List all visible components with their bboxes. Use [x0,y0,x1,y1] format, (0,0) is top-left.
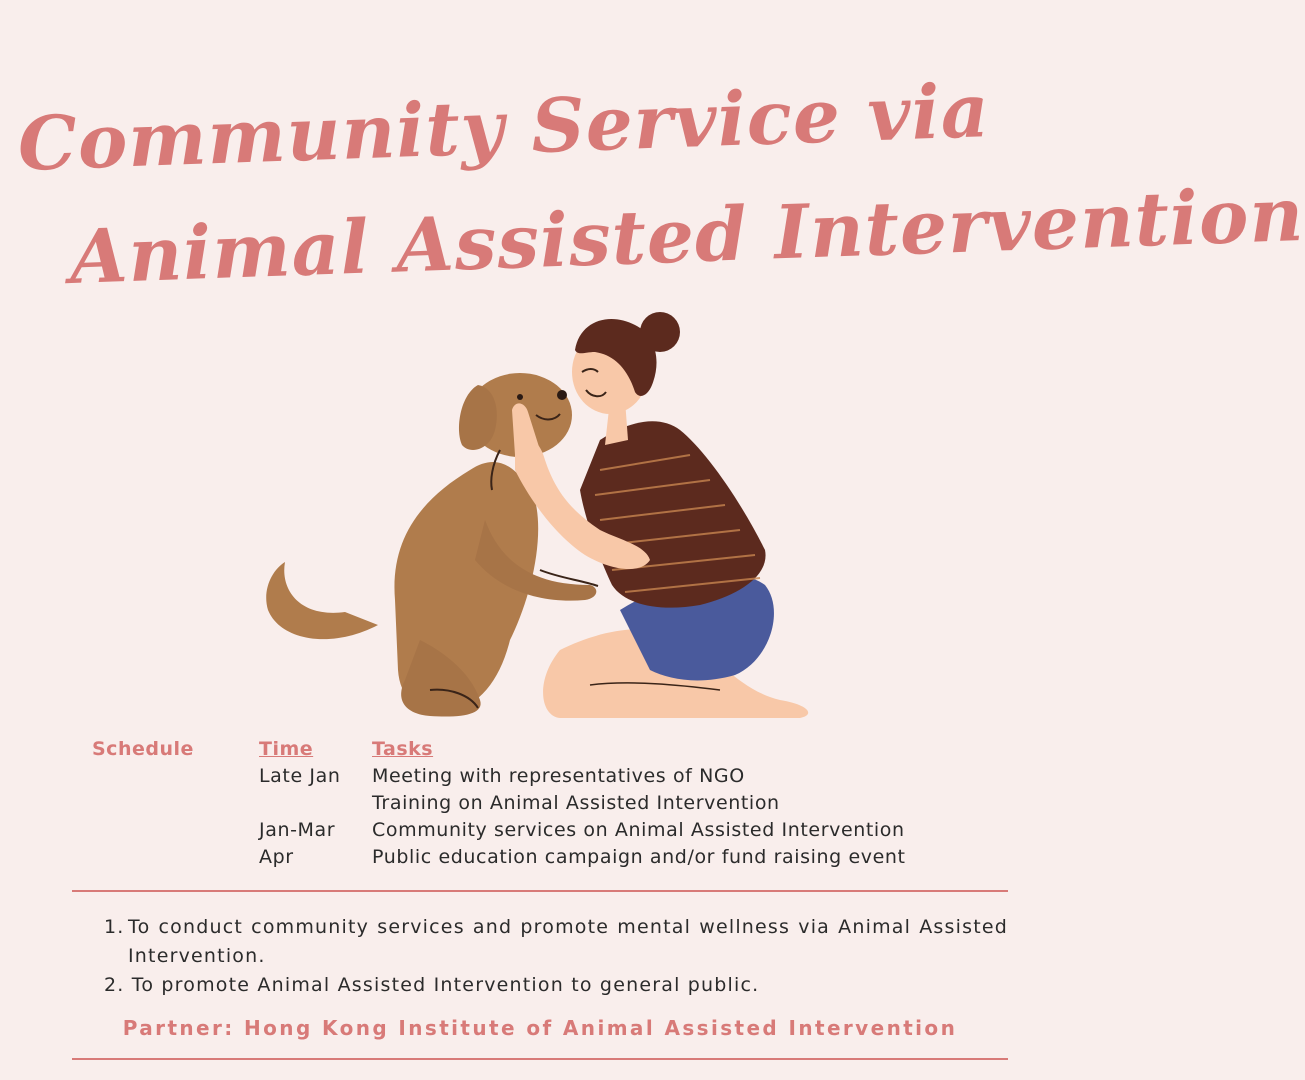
objective-text: To conduct community services and promote mental wellness via Animal Assisted Intervention. [128,916,1008,967]
title-line-1: Community Service via [16,68,992,188]
schedule-time: Late Jan [259,765,341,787]
schedule-time: Jan-Mar [259,819,336,841]
dog-tail [266,562,378,639]
objective-number: 1. [104,916,125,938]
divider-top [72,890,1008,892]
schedule-label: Schedule [92,738,194,760]
partner-credit: Partner: Hong Kong Institute of Animal Assisted Intervention [122,1016,958,1040]
time-column-header: Time [259,738,314,760]
dog-eye [517,394,523,400]
title-line-2: Animal Assisted Intervention [68,171,1305,301]
divider-bottom [72,1058,1008,1060]
schedule-time: Apr [259,846,294,868]
objective-number: 2. [104,974,125,996]
woman-hair-bun [640,312,680,352]
objective-item [104,971,759,1000]
schedule-task: Public education campaign and/or fund raising event [372,846,906,868]
tasks-column-header: Tasks [372,738,434,760]
objective-text: To promote Animal Assisted Intervention to general public. [131,974,760,996]
woman-hugging-dog-illustration [255,300,825,725]
schedule-task: Meeting with representatives of NGO [372,765,745,787]
schedule-task: Community services on Animal Assisted Intervention [372,819,905,841]
objective-item [104,913,1008,971]
dog-nose [557,390,567,400]
schedule-task: Training on Animal Assisted Intervention [372,792,780,814]
